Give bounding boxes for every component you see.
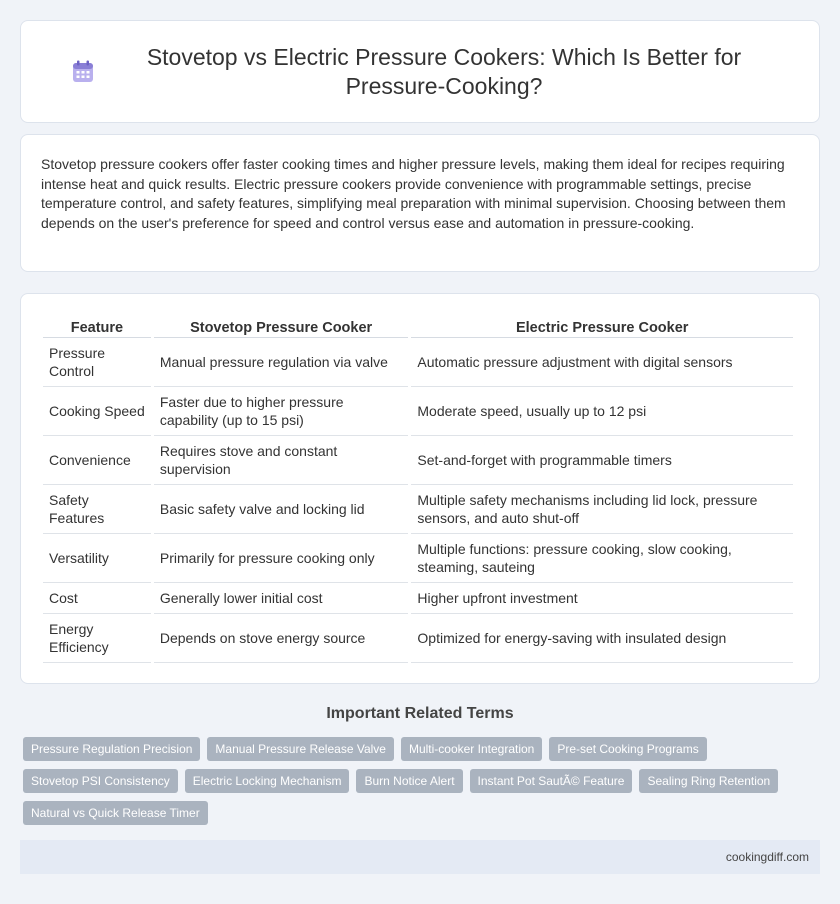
table-row bbox=[43, 583, 793, 614]
related-term-tag[interactable]: Burn Notice Alert bbox=[356, 769, 462, 793]
related-term-tag[interactable]: Pressure Regulation Precision bbox=[23, 737, 200, 761]
electric-cell: Set-and-forget with programmable timers bbox=[411, 436, 793, 485]
summary-text: Stovetop pressure cookers offer faster cooking times and higher pressure levels, making them ideal for recipes requiring intense heat and quick results. Electric pressure cookers provide convenience with programmable settings, precise temperature control, and safety features, simplifying meal preparation with minimal supervision. Choosing between them depends on the user's preference for speed and control versus ease and automation in pressure-cooking. bbox=[41, 156, 786, 231]
footer bbox=[20, 840, 820, 874]
related-term-tag[interactable]: Manual Pressure Release Valve bbox=[207, 737, 394, 761]
stovetop-cell: Primarily for pressure cooking only bbox=[154, 534, 409, 583]
electric-cell: Higher upfront investment bbox=[411, 583, 793, 614]
table-row bbox=[43, 338, 793, 387]
stovetop-cell: Generally lower initial cost bbox=[154, 583, 409, 614]
table-row bbox=[43, 387, 793, 436]
electric-cell: Automatic pressure adjustment with digital sensors bbox=[411, 338, 793, 387]
header-stovetop: Stovetop Pressure Cooker bbox=[154, 312, 409, 338]
electric-cell: Multiple safety mechanisms including lid lock, pressure sensors, and auto shut-off bbox=[411, 485, 793, 534]
stovetop-cell: Basic safety valve and locking lid bbox=[154, 485, 409, 534]
feature-cell: Safety Features bbox=[43, 485, 151, 534]
feature-cell: Cost bbox=[43, 583, 151, 614]
stovetop-cell: Requires stove and constant supervision bbox=[154, 436, 409, 485]
electric-cell: Optimized for energy-saving with insulated design bbox=[411, 614, 793, 663]
electric-cell: Multiple functions: pressure cooking, slow cooking, steaming, sauteing bbox=[411, 534, 793, 583]
table-row bbox=[43, 436, 793, 485]
related-term-tag[interactable]: Pre-set Cooking Programs bbox=[549, 737, 706, 761]
related-term-tag[interactable]: Natural vs Quick Release Timer bbox=[23, 801, 208, 825]
feature-cell: Versatility bbox=[43, 534, 151, 583]
header-card bbox=[20, 20, 820, 123]
table-row bbox=[43, 485, 793, 534]
table-row bbox=[43, 614, 793, 663]
feature-cell: Cooking Speed bbox=[43, 387, 151, 436]
calendar-icon bbox=[70, 59, 96, 85]
page-title: Stovetop vs Electric Pressure Cookers: Which Is Better for Pressure-Cooking? bbox=[146, 43, 742, 99]
stovetop-cell: Depends on stove energy source bbox=[154, 614, 409, 663]
summary-card bbox=[20, 134, 820, 272]
table-header-row bbox=[43, 312, 793, 338]
related-terms-list bbox=[23, 737, 813, 825]
feature-cell: Convenience bbox=[43, 436, 151, 485]
table-row bbox=[43, 534, 793, 583]
title-wrap bbox=[70, 43, 770, 101]
comparison-table bbox=[40, 312, 796, 663]
related-terms-heading: Important Related Terms bbox=[326, 705, 514, 722]
related-term-tag[interactable]: Sealing Ring Retention bbox=[639, 769, 778, 793]
electric-cell: Moderate speed, usually up to 12 psi bbox=[411, 387, 793, 436]
stovetop-cell: Manual pressure regulation via valve bbox=[154, 338, 409, 387]
related-term-tag[interactable]: Stovetop PSI Consistency bbox=[23, 769, 178, 793]
comparison-table-card bbox=[20, 293, 820, 684]
feature-cell: Pressure Control bbox=[43, 338, 151, 387]
related-term-tag[interactable]: Multi-cooker Integration bbox=[401, 737, 542, 761]
header-electric: Electric Pressure Cooker bbox=[411, 312, 793, 338]
stovetop-cell: Faster due to higher pressure capability (up to 15 psi) bbox=[154, 387, 409, 436]
header-feature: Feature bbox=[43, 312, 151, 338]
footer-site-link[interactable]: cookingdiff.com bbox=[725, 850, 809, 864]
feature-cell: Energy Efficiency bbox=[43, 614, 151, 663]
related-term-tag[interactable]: Instant Pot SautÃ© Feature bbox=[470, 769, 633, 793]
related-term-tag[interactable]: Electric Locking Mechanism bbox=[185, 769, 350, 793]
